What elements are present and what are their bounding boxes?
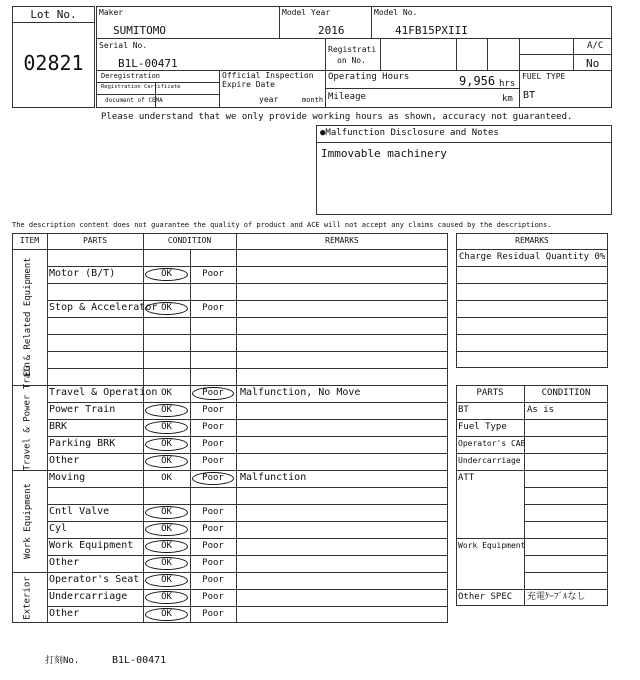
part-name: Undercarriage xyxy=(49,591,128,602)
condition-poor: Poor xyxy=(202,388,224,398)
selected-ok-oval xyxy=(145,557,188,570)
selected-poor-oval xyxy=(192,387,234,400)
table-row xyxy=(47,521,448,538)
part-name: BRK xyxy=(49,421,68,432)
remark-text: Malfunction xyxy=(240,472,307,483)
selected-ok-oval xyxy=(145,302,188,315)
condition-ok: OK xyxy=(161,439,172,449)
serial-no-label: Serial No. xyxy=(99,41,148,50)
group-label: EG & Related Equipment xyxy=(22,257,33,377)
group-label: Travel & Power Train xyxy=(22,361,33,470)
km-label: km xyxy=(502,94,513,104)
selected-ok-oval xyxy=(145,455,188,468)
side-remarks-header: REMARKS xyxy=(515,236,549,245)
row-divider xyxy=(524,487,608,488)
table-row xyxy=(47,453,448,470)
part-name: Cntl Valve xyxy=(49,506,110,517)
row-divider xyxy=(456,436,608,437)
condition-ok: OK xyxy=(161,609,172,619)
malfunction-text: Immovable machinery xyxy=(321,147,447,160)
side-part-name: BT xyxy=(458,405,469,415)
side-part-name: Work Equipment xyxy=(458,541,526,550)
table-row xyxy=(47,351,448,368)
side-parts-header: PARTS xyxy=(476,388,504,398)
year-label: year xyxy=(259,95,279,104)
model-year-label: Model Year xyxy=(282,8,331,17)
stamp-label: 打刻No. xyxy=(45,656,80,666)
remark-text: Malfunction, No Move xyxy=(240,387,361,398)
part-name: Cyl xyxy=(49,523,68,534)
registration-certificate-label: Registration Certificate xyxy=(101,84,181,90)
part-name: Other xyxy=(49,455,80,466)
model-year-value: 2016 xyxy=(318,24,345,37)
selected-ok-oval xyxy=(145,268,188,281)
condition-poor: Poor xyxy=(202,473,224,483)
table-row xyxy=(47,419,448,436)
condition-poor: Poor xyxy=(202,507,224,517)
row-divider xyxy=(524,572,608,573)
part-name: Work Equipment xyxy=(49,540,134,551)
part-name: Stop & Accelerator xyxy=(49,302,158,313)
header-remarks: REMARKS xyxy=(325,236,359,245)
condition-ok: OK xyxy=(161,405,172,415)
part-name: Power Train xyxy=(49,404,116,415)
serial-no-value: B1L-00471 xyxy=(118,57,178,70)
condition-poor: Poor xyxy=(202,405,224,415)
condition-ok: OK xyxy=(161,388,172,398)
header-divider xyxy=(456,249,608,250)
table-row xyxy=(47,385,448,402)
row-divider xyxy=(524,555,608,556)
selected-ok-oval xyxy=(145,421,188,434)
inspection-label-1: Official Inspection xyxy=(222,71,314,80)
header-condition: CONDITION xyxy=(167,236,212,245)
header-divider xyxy=(456,402,608,403)
selected-ok-oval xyxy=(145,523,188,536)
selected-ok-oval xyxy=(145,591,188,604)
ac-value: No xyxy=(586,57,600,70)
disclaimer-text: The description content does not guarantee the quality of product and ACE will not accept any claims caused by the descriptions. xyxy=(12,221,552,229)
row-divider xyxy=(456,453,608,454)
condition-poor: Poor xyxy=(202,592,224,602)
month-label: month xyxy=(302,96,324,104)
condition-poor: Poor xyxy=(202,541,224,551)
ac-label: A/C xyxy=(587,41,604,51)
side-part-name: Operator's CAB xyxy=(458,439,526,448)
stamp-value: B1L-00471 xyxy=(112,655,167,666)
deregistration-label: Deregistration xyxy=(101,72,161,80)
side-part-name: Undercarriage xyxy=(458,456,521,465)
condition-poor: Poor xyxy=(202,558,224,568)
condition-ok: OK xyxy=(161,541,172,551)
side-condition-value: 充電ｹｰﾌﾞﾙなし xyxy=(527,592,586,602)
malfunction-title: ●Malfunction Disclosure and Notes xyxy=(320,128,499,138)
row-divider xyxy=(456,351,608,352)
condition-ok: OK xyxy=(161,592,172,602)
fuel-type-value: BT xyxy=(523,90,536,101)
row-divider xyxy=(456,317,608,318)
model-no-value: 41FB15PXIII xyxy=(395,24,468,37)
operating-hours-value: 9,956 xyxy=(459,74,496,88)
row-divider xyxy=(456,300,608,301)
table-row xyxy=(47,249,448,266)
condition-poor: Poor xyxy=(202,456,224,466)
model-no-label: Model No. xyxy=(374,8,418,17)
hrs-label: hrs xyxy=(499,79,516,89)
document-cema-label: document of CEMA xyxy=(105,97,163,104)
condition-ok: OK xyxy=(161,473,172,483)
row-divider xyxy=(456,538,608,539)
selected-ok-oval xyxy=(145,506,188,519)
condition-poor: Poor xyxy=(202,524,224,534)
condition-poor: Poor xyxy=(202,422,224,432)
fuel-type-label: FUEL TYPE xyxy=(522,72,566,81)
part-name: Travel & Operation xyxy=(49,387,158,398)
header-parts: PARTS xyxy=(82,236,108,245)
condition-poor: Poor xyxy=(202,575,224,585)
selected-poor-oval xyxy=(192,472,234,485)
condition-ok: OK xyxy=(161,507,172,517)
condition-poor: Poor xyxy=(202,269,224,279)
condition-ok: OK xyxy=(161,575,172,585)
selected-ok-oval xyxy=(145,608,188,621)
registration-label-1: Registrati xyxy=(328,45,377,54)
group-label: Exterior xyxy=(22,575,33,620)
selected-ok-oval xyxy=(145,438,188,451)
selected-ok-oval xyxy=(145,404,188,417)
part-name: Moving xyxy=(49,472,86,483)
condition-ok: OK xyxy=(161,303,172,313)
table-row xyxy=(47,368,448,385)
table-row xyxy=(47,436,448,453)
table-row xyxy=(47,606,448,623)
condition-ok: OK xyxy=(161,456,172,466)
condition-ok: OK xyxy=(161,524,172,534)
table-row xyxy=(47,538,448,555)
table-row xyxy=(47,317,448,334)
row-divider xyxy=(456,419,608,420)
row-divider xyxy=(456,283,608,284)
maker-value: SUMITOMO xyxy=(113,24,166,37)
hours-notice: Please understand that we only provide working hours as shown, accuracy not guaranteed. xyxy=(101,112,573,122)
row-divider xyxy=(524,521,608,522)
side-condition-header: CONDITION xyxy=(541,388,591,398)
table-row xyxy=(47,589,448,606)
row-divider xyxy=(524,504,608,505)
group-label: Work Equipment xyxy=(22,483,33,559)
row-divider xyxy=(456,589,608,590)
table-row xyxy=(47,300,448,317)
table-row xyxy=(47,334,448,351)
condition-poor: Poor xyxy=(202,439,224,449)
table-row xyxy=(47,572,448,589)
lot-no-value: 02821 xyxy=(23,51,84,75)
row-divider xyxy=(456,266,608,267)
table-row xyxy=(47,504,448,521)
selected-ok-oval xyxy=(145,540,188,553)
condition-ok: OK xyxy=(161,558,172,568)
operating-hours-label: Operating Hours xyxy=(328,72,410,82)
table-row xyxy=(47,487,448,504)
side-condition-value: As is xyxy=(527,405,555,415)
part-name: Operator's Seat xyxy=(49,574,140,585)
part-name: Other xyxy=(49,557,80,568)
table-row xyxy=(47,555,448,572)
mileage-label: Mileage xyxy=(328,92,366,102)
part-name: Other xyxy=(49,608,80,619)
part-name: Motor (B/T) xyxy=(49,268,116,279)
condition-ok: OK xyxy=(161,422,172,432)
row-divider xyxy=(456,470,608,471)
condition-poor: Poor xyxy=(202,303,224,313)
condition-poor: Poor xyxy=(202,609,224,619)
table-row xyxy=(47,266,448,283)
side-part-name: Fuel Type xyxy=(458,422,507,432)
side-part-name: ATT xyxy=(458,473,475,483)
part-name: Parking BRK xyxy=(49,438,116,449)
table-row xyxy=(47,402,448,419)
side-remark-text: Charge Residual Quantity 0% xyxy=(459,252,606,262)
lot-no-label: Lot No. xyxy=(30,8,77,21)
header-item: ITEM xyxy=(19,236,40,245)
malfunction-box xyxy=(316,125,612,215)
table-row xyxy=(47,283,448,300)
inspection-label-2: Expire Date xyxy=(222,80,275,89)
selected-ok-oval xyxy=(145,574,188,587)
registration-label-2: on No. xyxy=(337,56,366,65)
maker-label: Maker xyxy=(99,8,124,17)
condition-ok: OK xyxy=(161,269,172,279)
side-part-name: Other SPEC xyxy=(458,592,513,602)
table-row xyxy=(47,470,448,487)
row-divider xyxy=(456,334,608,335)
